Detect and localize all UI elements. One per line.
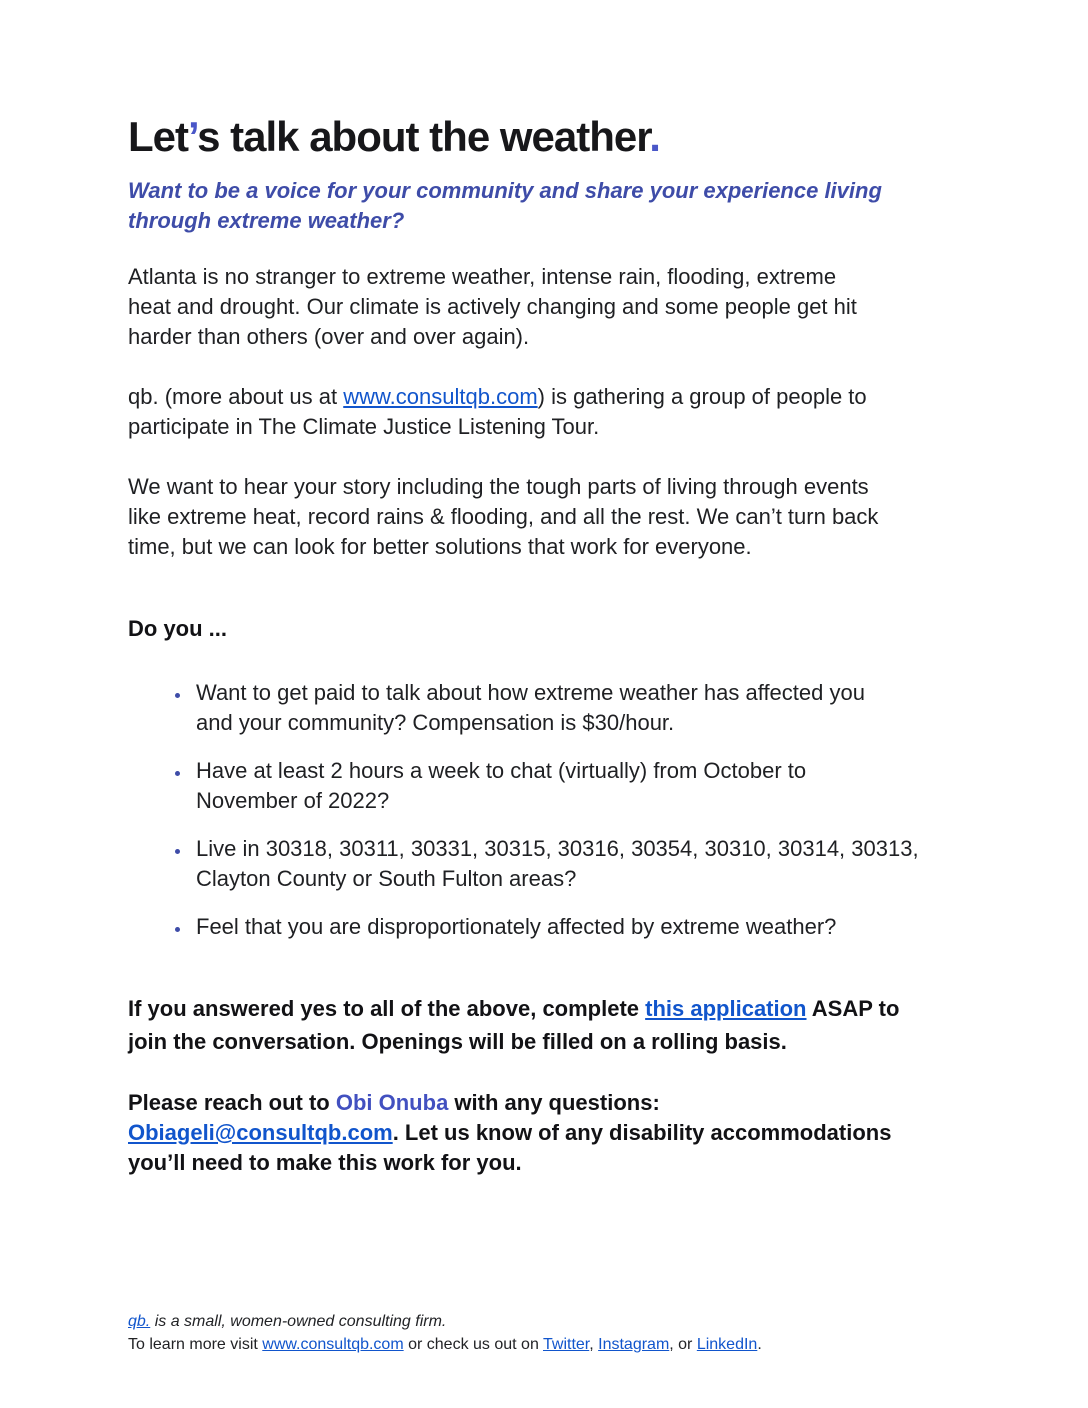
bullet-line: Feel that you are disproportionately affected by extreme weather?: [196, 914, 837, 939]
list-item-zipcodes: [192, 834, 970, 894]
qb-link[interactable]: qb.: [128, 1313, 151, 1330]
cta-paragraph: [128, 992, 970, 1058]
application-link[interactable]: this application: [645, 996, 807, 1021]
footer-text: .: [757, 1336, 762, 1353]
contact-text: Please reach out to: [128, 1090, 336, 1115]
footer: [128, 1310, 762, 1356]
do-you-heading: Do you ...: [128, 616, 227, 641]
paragraph-qb: [128, 382, 970, 442]
subtitle: [128, 176, 970, 236]
paragraph-story: [128, 472, 970, 562]
title-period: .: [649, 113, 660, 160]
page-title: [128, 112, 970, 162]
paragraph-text: ) is gathering a group of people to: [537, 384, 867, 409]
paragraph-line: harder than others (over and over again).: [128, 324, 530, 349]
footer-text: or check us out on: [403, 1336, 543, 1353]
footer-text: , or: [669, 1336, 697, 1353]
contact-name: Obi Onuba: [335, 1090, 449, 1115]
consultqb-link[interactable]: www.consultqb.com: [343, 384, 538, 409]
subtitle-line2: through extreme weather?: [128, 208, 405, 233]
title-text: Let: [128, 113, 188, 160]
list-item-hours: [192, 756, 970, 816]
contact-text: with any questions:: [448, 1090, 660, 1115]
cta-text: ASAP to: [806, 996, 900, 1021]
footer-line2: [128, 1333, 762, 1356]
qualification-list: [128, 678, 970, 942]
paragraph-text: qb. (more about us at: [128, 384, 344, 409]
bullet-line: Clayton County or South Fulton areas?: [196, 866, 577, 891]
footer-text: ,: [589, 1336, 599, 1353]
bullet-line: Live in 30318, 30311, 30331, 30315, 30316, 30354, 30310, 30314, 30313,: [196, 836, 919, 861]
paragraph-line: participate in The Climate Justice Listening Tour.: [128, 414, 600, 439]
cta-line2: join the conversation. Openings will be filled on a rolling basis.: [128, 1029, 787, 1054]
bullet-line: and your community? Compensation is $30/hour.: [196, 710, 675, 735]
title-text-rest: s talk about the weather: [197, 113, 650, 160]
linkedin-link[interactable]: LinkedIn: [696, 1336, 758, 1353]
paragraph-line: time, but we can look for better solutions that work for everyone.: [128, 534, 752, 559]
footer-text: To learn more visit: [128, 1336, 263, 1353]
bullet-line: Want to get paid to talk about how extreme weather has affected you: [196, 680, 865, 705]
footer-consultqb-link[interactable]: www.consultqb.com: [262, 1336, 404, 1353]
contact-text: . Let us know of any disability accommodations: [392, 1120, 892, 1145]
bullet-line: Have at least 2 hours a week to chat (virtually) from October to: [196, 758, 807, 783]
subtitle-line1: Want to be a voice for your community and share your experience living: [128, 178, 882, 203]
title-apostrophe: ’: [188, 113, 198, 160]
list-item-affected: [192, 912, 970, 942]
bullet-line: November of 2022?: [196, 788, 390, 813]
twitter-link[interactable]: Twitter: [543, 1336, 590, 1353]
email-link[interactable]: Obiageli@consultqb.com: [128, 1120, 393, 1145]
instagram-link[interactable]: Instagram: [598, 1336, 670, 1353]
paragraph-line: Atlanta is no stranger to extreme weather, intense rain, flooding, extreme: [128, 264, 837, 289]
paragraph-atlanta: [128, 262, 970, 352]
contact-paragraph: [128, 1088, 970, 1178]
footer-text: is a small, women-owned consulting firm.: [150, 1313, 447, 1330]
footer-line1: [128, 1310, 762, 1333]
list-item-paid: [192, 678, 970, 738]
contact-line2: you’ll need to make this work for you.: [128, 1150, 522, 1175]
paragraph-line: heat and drought. Our climate is actively changing and some people get hit: [128, 294, 857, 319]
paragraph-line: We want to hear your story including the tough parts of living through events: [128, 474, 869, 499]
cta-text: If you answered yes to all of the above, complete: [128, 996, 646, 1021]
paragraph-line: like extreme heat, record rains & flooding, and all the rest. We can’t turn back: [128, 504, 879, 529]
